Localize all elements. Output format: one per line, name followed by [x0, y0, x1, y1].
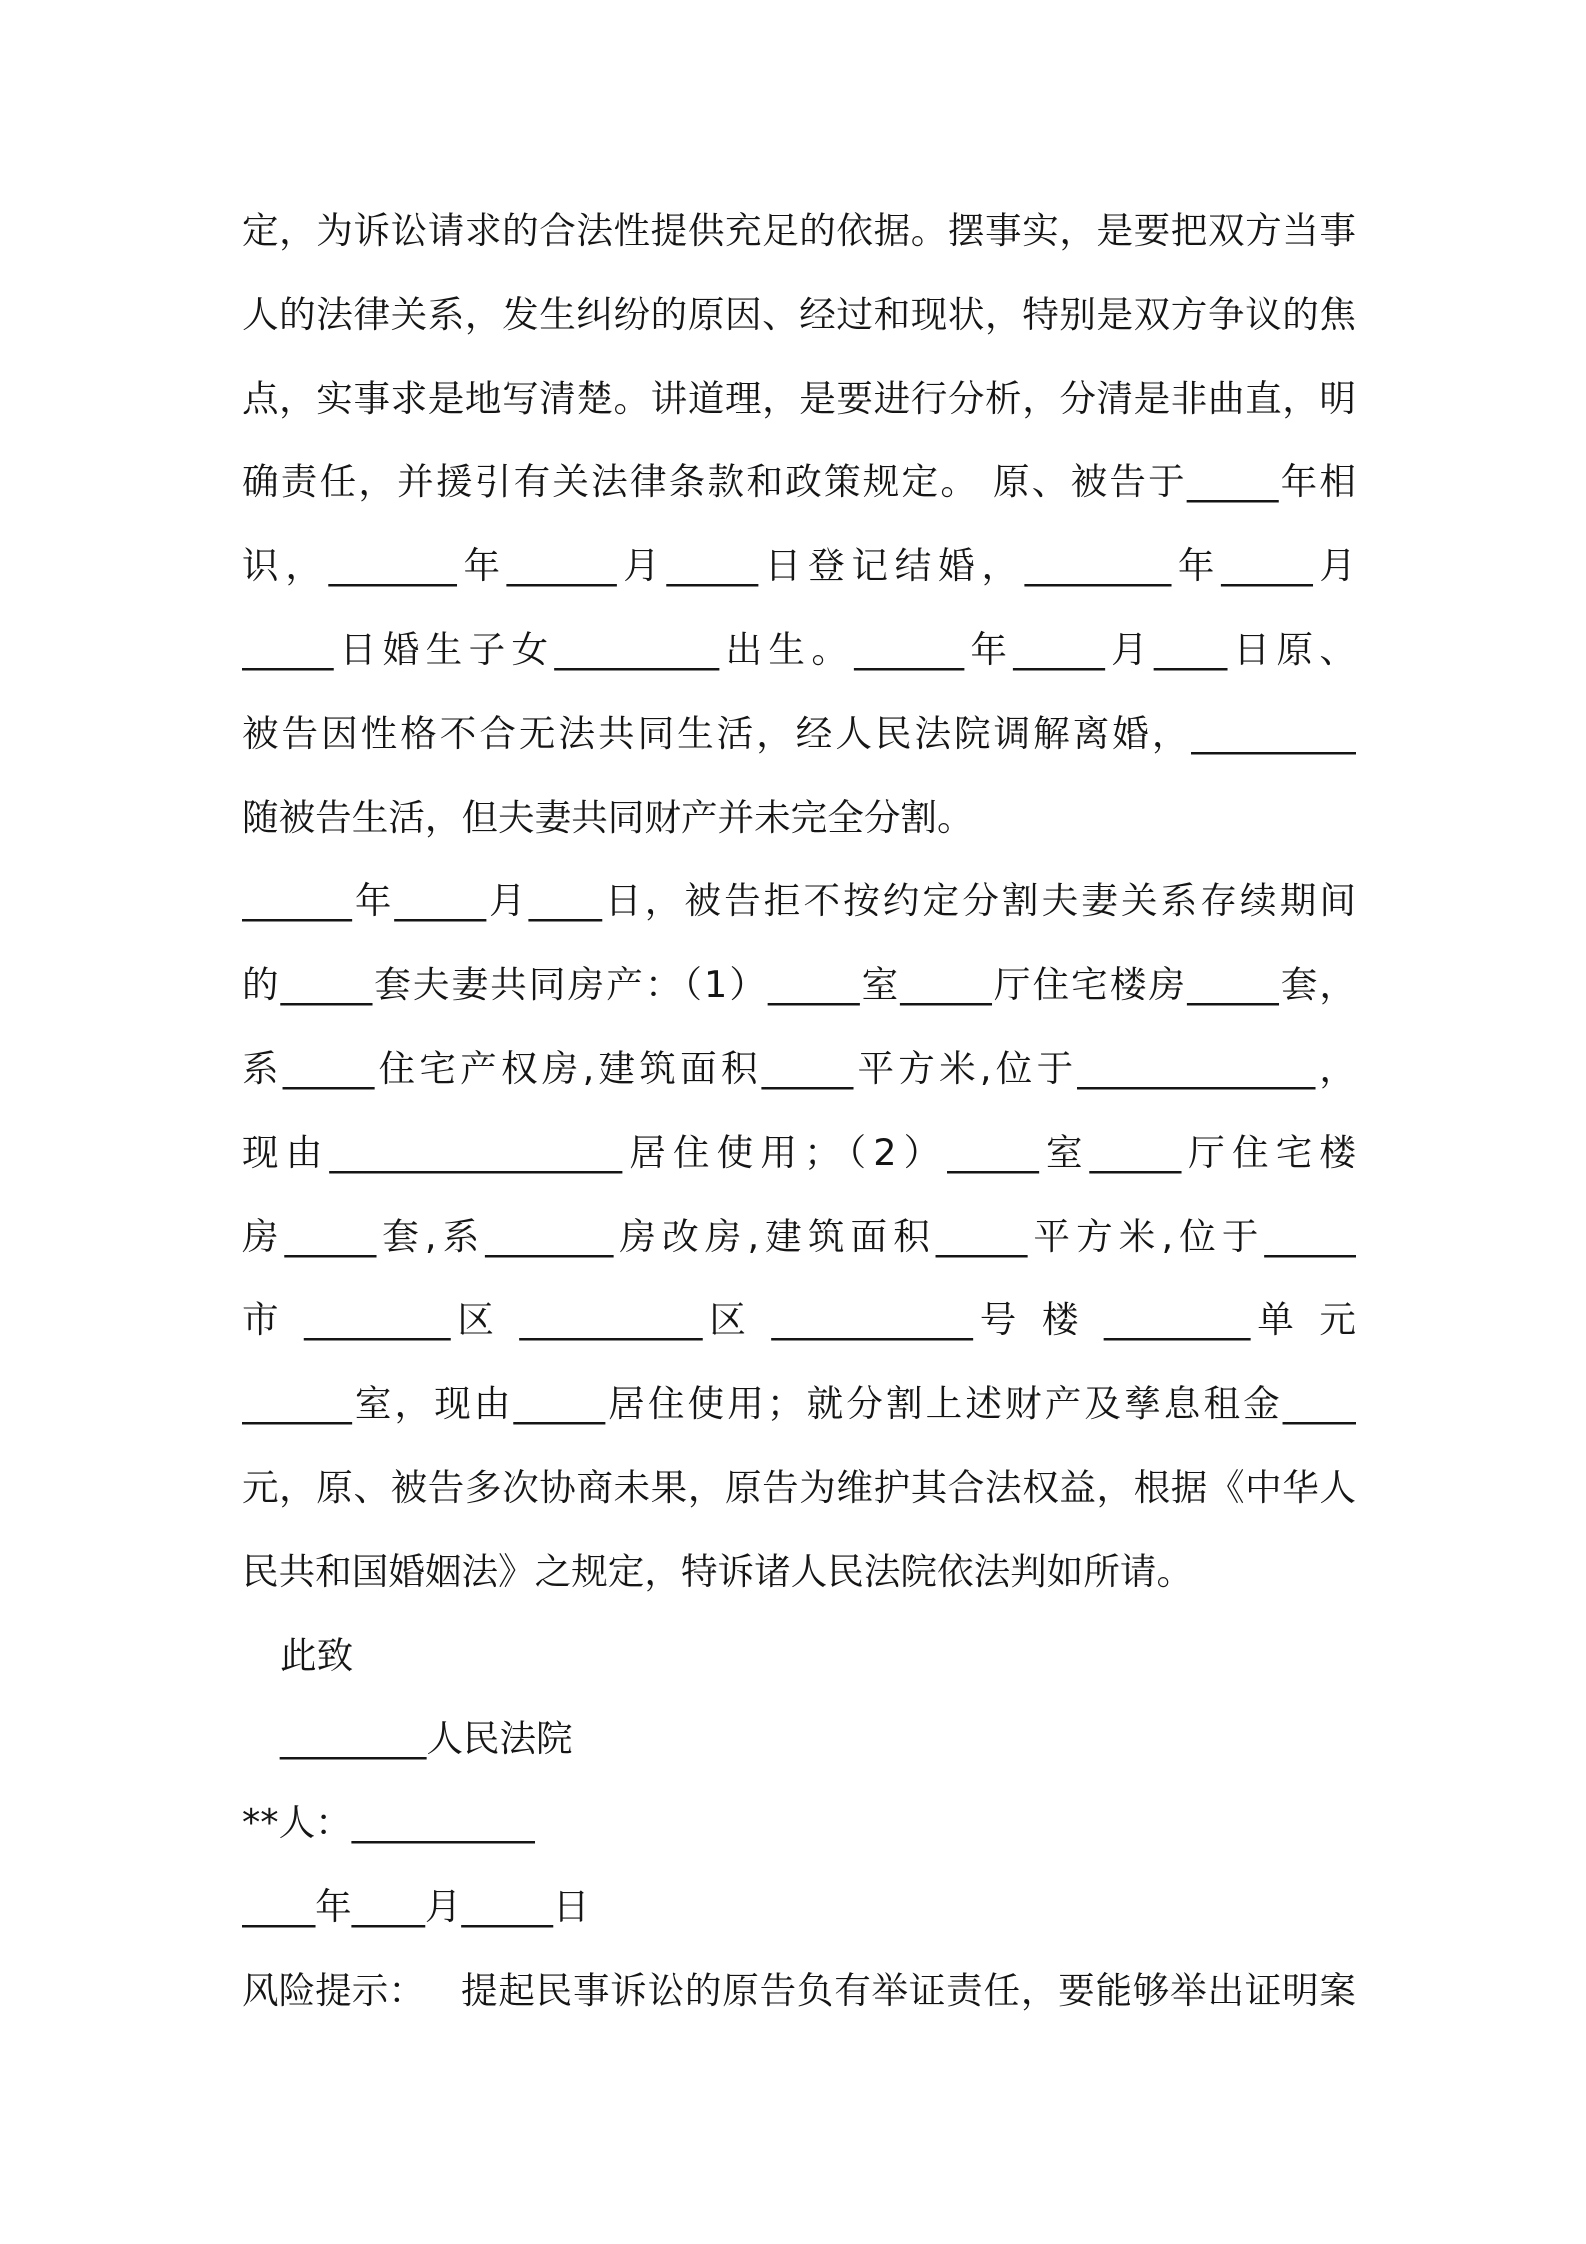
plaintiff-signature-field: **人：__________ [242, 1801, 535, 1845]
body-line: 的_____套夫妻共同房产：（1）_____室_____厅住宅楼房_____套， [242, 963, 1356, 1007]
court-name-field: ________人民法院 [280, 1717, 573, 1761]
body-line: ______年_____月____日，被告拒不按约定分割夫妻关系存续期间 [242, 879, 1356, 923]
body-line: 元，原、被告多次协商未果，原告为维护其合法权益，根据《中华人 [242, 1465, 1356, 1509]
date-field: ____年____月_____日 [242, 1884, 590, 1928]
body-line: ______室，现由_____居住使用；就分割上述财产及孳息租金____ [242, 1382, 1356, 1426]
body-line: 点，实事求是地写清楚。讲道理，是要进行分析，分清是非曲直，明 [242, 376, 1356, 420]
paragraph-2 [242, 859, 1356, 1613]
body-line: _____日婚生子女_________出生。______年_____月____日原、 [242, 627, 1356, 671]
body-line: 人的法律关系，发生纠纷的原因、经过和现状，特别是双方争议的焦 [242, 292, 1356, 336]
body-line: 识，_______年______月_____日登记结婚，________年_____月 [242, 544, 1356, 588]
body-line: 市 ________区 __________区 ___________号 楼 ________单 元 [242, 1298, 1356, 1342]
body-line: 民共和国婚姻法》之规定，特诉诸人民法院依法判如所请。 [242, 1549, 1194, 1593]
paragraph-1 [242, 189, 1356, 859]
body-line: 确责任，并援引有关法律条款和政策规定。 原、被告于_____年相 [242, 460, 1356, 504]
salutation: 此致 [280, 1633, 354, 1677]
risk-notice-label: 风险提示： [242, 1968, 425, 2012]
risk-notice [242, 1949, 1356, 2033]
body-line: 随被告生活，但夫妻共同财产并未完全分割。 [242, 795, 974, 839]
body-line: 定，为诉讼请求的合法性提供充足的依据。摆事实，是要把双方当事 [242, 209, 1356, 252]
body-line: 被告因性格不合无法共同生活，经人民法院调解离婚，_________ [242, 711, 1356, 755]
body-line: 系_____住宅产权房,建筑面积_____平方米,位于_____________， [242, 1046, 1356, 1090]
body-line: 现由________________居住使用；（2）_____室_____厅住宅楼 [242, 1130, 1356, 1174]
body-line: 房_____套,系_______房改房,建筑面积_____平方米,位于_____ [242, 1214, 1356, 1258]
document-body [242, 189, 1356, 2033]
risk-notice-text: 提起民事诉讼的原告负有举证责任，要能够举出证明案 [461, 1968, 1356, 2012]
